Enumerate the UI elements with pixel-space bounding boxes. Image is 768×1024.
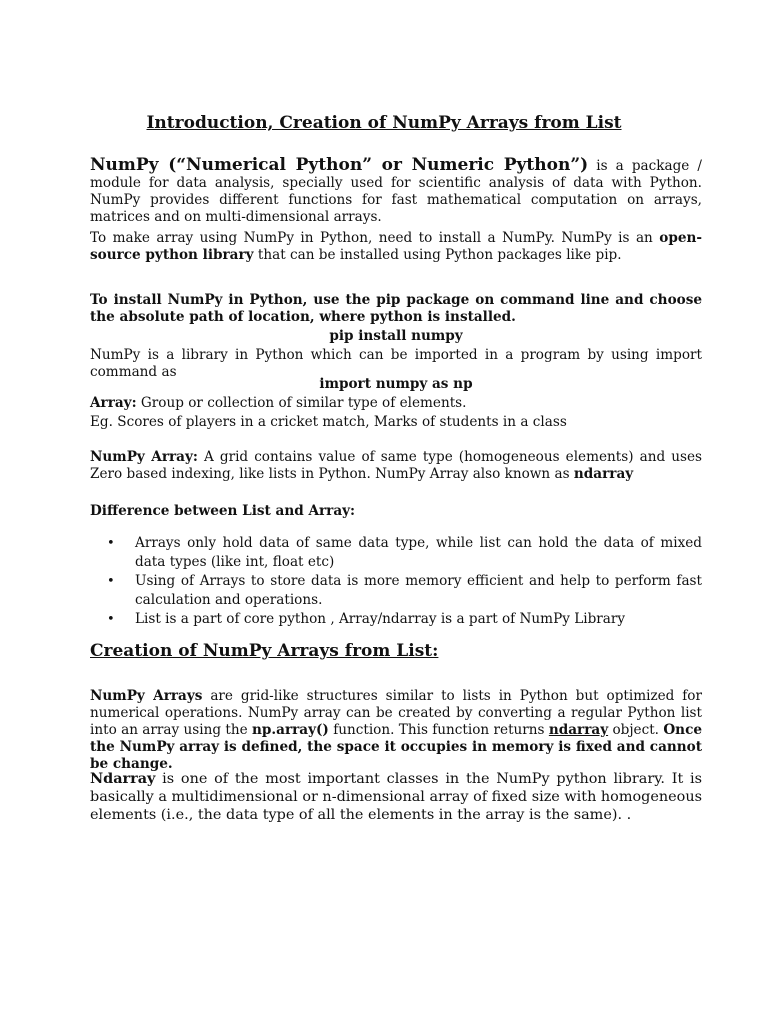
numpy-array-bold-end: ndarray [573, 466, 634, 482]
difference-heading: Difference between List and Array: [90, 503, 356, 519]
array-def-bold: Array: [90, 395, 137, 411]
install-command: pip install numpy [329, 328, 463, 344]
intro-bold-lead: NumPy (“Numerical Python” or Numeric Python”) [90, 155, 589, 175]
numpy-array-text: A grid contains value of same type (homogeneous elements) and uses Zero based indexing, like lists in Python. NumPy Array also known as [90, 449, 702, 482]
list-item: • List is a part of core python , Array/ndarray is a part of NumPy Library [135, 610, 702, 629]
creation-bold-func: np.array() [252, 722, 329, 738]
creation-text-2: function. This function returns [328, 722, 549, 738]
list-item: • Using of Arrays to store data is more memory efficient and help to perform fast calculation and operations. [135, 572, 702, 610]
install-bold: open-source python library [90, 230, 702, 263]
import-paragraph: NumPy is a library in Python which can be imported in a program by using import command as [90, 347, 702, 380]
numpy-array-bold: NumPy Array: [90, 449, 198, 465]
ndarray-text: is one of the most important classes in the NumPy python library. It is basically a multidimensional or n-dimensional array of fixed size with homogeneous elements (i.e., the data type of all the elements in the array is the same). . [90, 771, 702, 823]
creation-text-3: object. [608, 722, 664, 738]
install-text-end: that can be installed using Python packages like pip. [253, 247, 622, 263]
array-example: Eg. Scores of players in a cricket match, Marks of students in a class [90, 414, 567, 430]
creation-bold-end: Once the NumPy array is defined, the space it occupies in memory is fixed and cannot be change. [90, 722, 702, 772]
install-text: To make array using NumPy in Python, need to install a NumPy. NumPy is an [90, 230, 660, 246]
creation-heading: Creation of NumPy Arrays from List: [90, 641, 439, 661]
import-command: import numpy as np [319, 376, 473, 392]
intro-text: is a package / module for data analysis, specially used for scientific analysis of data with Python. NumPy provides different functions for fast mathematical computation on arrays, matrices and on multi-dimensional arrays. [90, 158, 702, 225]
array-definition [90, 395, 702, 412]
creation-bold-underline: ndarray [548, 722, 609, 738]
array-def-text: Group or collection of similar type of elements. [136, 395, 467, 411]
install-paragraph [90, 230, 702, 264]
creation-bold-lead: NumPy Arrays [90, 688, 203, 704]
ndarray-bold-lead: Ndarray [90, 770, 156, 787]
numpy-array-definition [90, 449, 702, 483]
intro-paragraph [90, 157, 702, 226]
difference-list [90, 534, 702, 629]
creation-paragraph [90, 688, 702, 773]
creation-text-1: are grid-like structures similar to lists in Python but optimized for numerical operations. NumPy array can be created by converting a regular Python list into an array using the [90, 688, 702, 738]
page-title: Introduction, Creation of NumPy Arrays from List [146, 113, 622, 133]
list-item: • Arrays only hold data of same data type, while list can hold the data of mixed data types (like int, float etc) [135, 534, 702, 572]
install-instruction: To install NumPy in Python, use the pip package on command line and choose the absolute path of location, where python is installed. [90, 292, 702, 325]
ndarray-paragraph [90, 770, 702, 824]
